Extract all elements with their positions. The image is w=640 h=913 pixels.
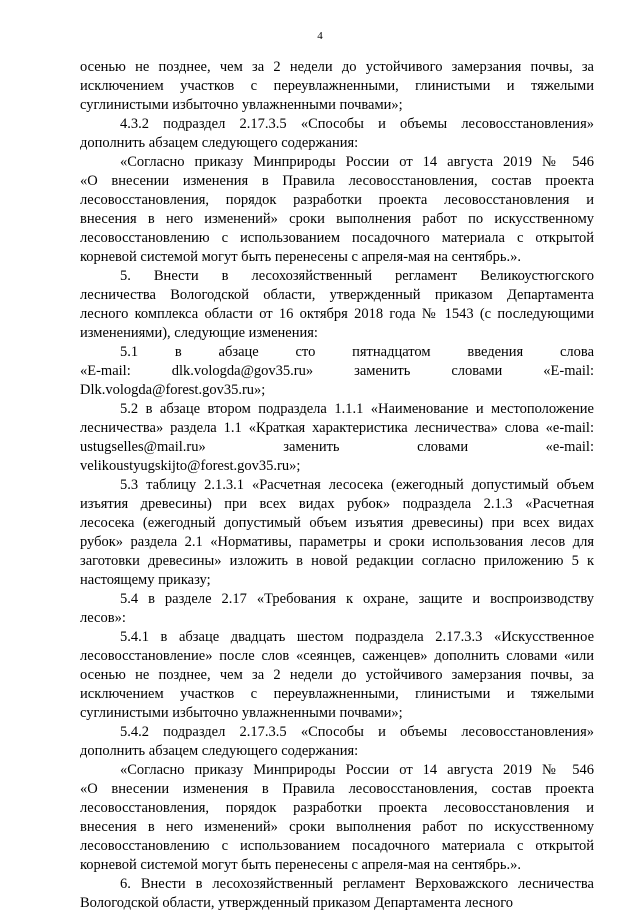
- page-number: 4: [317, 30, 323, 42]
- paragraph: [80, 476, 594, 590]
- text-line: настоящему приказу;: [80, 572, 211, 588]
- text-line: исключением участков с переувлажненными, глинистыми и тяжелыми: [80, 686, 594, 702]
- text-line: суглинистыми избыточно увлажненными почвами»;: [80, 97, 403, 113]
- text-line: лесного комплекса области от 16 октября 2018 года № 1543 (с последующими: [80, 306, 594, 322]
- text-line: 5.4 в разделе 2.17 «Требования к охране, защите и воспроизводству: [120, 591, 594, 607]
- text-line: корневой системой могут быть перенесены с апреля-мая на сентябрь.».: [80, 249, 521, 265]
- text-line: лесов»:: [80, 610, 126, 626]
- text-line: 5.4.2 подраздел 2.17.3.5 «Способы и объемы лесовосстановления»: [120, 724, 594, 740]
- text-line: 5.1 в абзаце сто пятнадцатом введения слова: [120, 344, 594, 360]
- text-line: 5.2 в абзаце втором подраздела 1.1.1 «Наименование и местоположение: [120, 401, 594, 417]
- text-line: лесосека (ежегодный допустимый объем изъятия древесины) при всех видах: [80, 515, 594, 531]
- text-line: 5.3 таблицу 2.1.3.1 «Расчетная лесосека (ежегодный допустимый объем: [120, 477, 594, 493]
- text-line: «О внесении изменения в Правила лесовосстановления, состав проекта: [80, 173, 594, 189]
- paragraph: [80, 153, 594, 267]
- text-line: суглинистыми избыточно увлажненными почвами»;: [80, 705, 403, 721]
- text-line: осенью не позднее, чем за 2 недели до устойчивого замерзания почвы, за: [80, 59, 594, 75]
- text-line: осенью не позднее, чем за 2 недели до устойчивого замерзания почвы, за: [80, 667, 594, 683]
- paragraph: [80, 58, 594, 115]
- text-line: velikoustyugskijto@forest.gov35.ru»;: [80, 458, 301, 474]
- text-line: лесовосстановления, порядок разработки проекта лесовосстановления и: [80, 800, 594, 816]
- text-line: лесничества Вологодской области, утвержденный приказом Департамента: [80, 287, 594, 303]
- text-line: лесовосстановлению с использованием посадочного материала с открытой: [80, 838, 594, 854]
- paragraph: [80, 723, 594, 761]
- paragraph: [80, 400, 594, 476]
- text-line: 6. Внести в лесохозяйственный регламент Верховажского лесничества: [120, 876, 594, 892]
- text-line: «Согласно приказу Минприроды России от 14 августа 2019 № 546: [120, 154, 594, 170]
- text-line: изъятия древесины) при всех видах рубок» подраздела 2.1.3 «Расчетная: [80, 496, 594, 512]
- text-line: лесничества» раздела 1.1 «Краткая характеристика лесничества» слова «e-mail:: [80, 420, 594, 436]
- document-body: [80, 58, 594, 913]
- text-line: лесовосстановления, порядок разработки проекта лесовосстановления и: [80, 192, 594, 208]
- text-line: лесовосстановлению с использованием посадочного материала с открытой: [80, 230, 594, 246]
- text-line: ustugselles@mail.ru» заменить словами «e-mail:: [80, 439, 594, 455]
- text-line: Вологодской области, утвержденный приказом Департамента лесного: [80, 895, 514, 911]
- text-line: Dlk.vologda@forest.gov35.ru»;: [80, 382, 266, 398]
- text-line: внесения в него изменений» сроки выполнения работ по искусственному: [80, 211, 594, 227]
- paragraph: [80, 761, 594, 875]
- paragraph: [80, 590, 594, 628]
- paragraph: [80, 343, 594, 400]
- text-line: 5. Внести в лесохозяйственный регламент Великоустюгского: [120, 268, 594, 284]
- paragraph: [80, 628, 594, 723]
- text-line: исключением участков с переувлажненными, глинистыми и тяжелыми: [80, 78, 594, 94]
- text-line: лесовосстановление» после слов «сеянцев, саженцев» дополнить словами «или: [80, 648, 594, 664]
- paragraph: [80, 115, 594, 153]
- text-line: 5.4.1 в абзаце двадцать шестом подраздела 2.17.3.3 «Искусственное: [120, 629, 594, 645]
- text-line: заготовки древесины» изложить в новой редакции согласно приложению 5 к: [80, 553, 594, 569]
- text-line: дополнить абзацем следующего содержания:: [80, 135, 359, 151]
- text-line: «О внесении изменения в Правила лесовосстановления, состав проекта: [80, 781, 594, 797]
- paragraph: [80, 875, 594, 913]
- paragraph: [80, 267, 594, 343]
- text-line: рубок» раздела 2.1 «Нормативы, параметры и сроки использования лесов для: [80, 534, 594, 550]
- text-line: дополнить абзацем следующего содержания:: [80, 743, 359, 759]
- text-line: 4.3.2 подраздел 2.17.3.5 «Способы и объемы лесовосстановления»: [120, 116, 594, 132]
- text-line: внесения в него изменений» сроки выполнения работ по искусственному: [80, 819, 594, 835]
- text-line: изменениями), следующие изменения:: [80, 325, 318, 341]
- text-line: корневой системой могут быть перенесены с апреля-мая на сентябрь.».: [80, 857, 521, 873]
- text-line: «Согласно приказу Минприроды России от 14 августа 2019 № 546: [120, 762, 594, 778]
- text-line: «E-mail: dlk.vologda@gov35.ru» заменить словами «E-mail:: [80, 363, 594, 379]
